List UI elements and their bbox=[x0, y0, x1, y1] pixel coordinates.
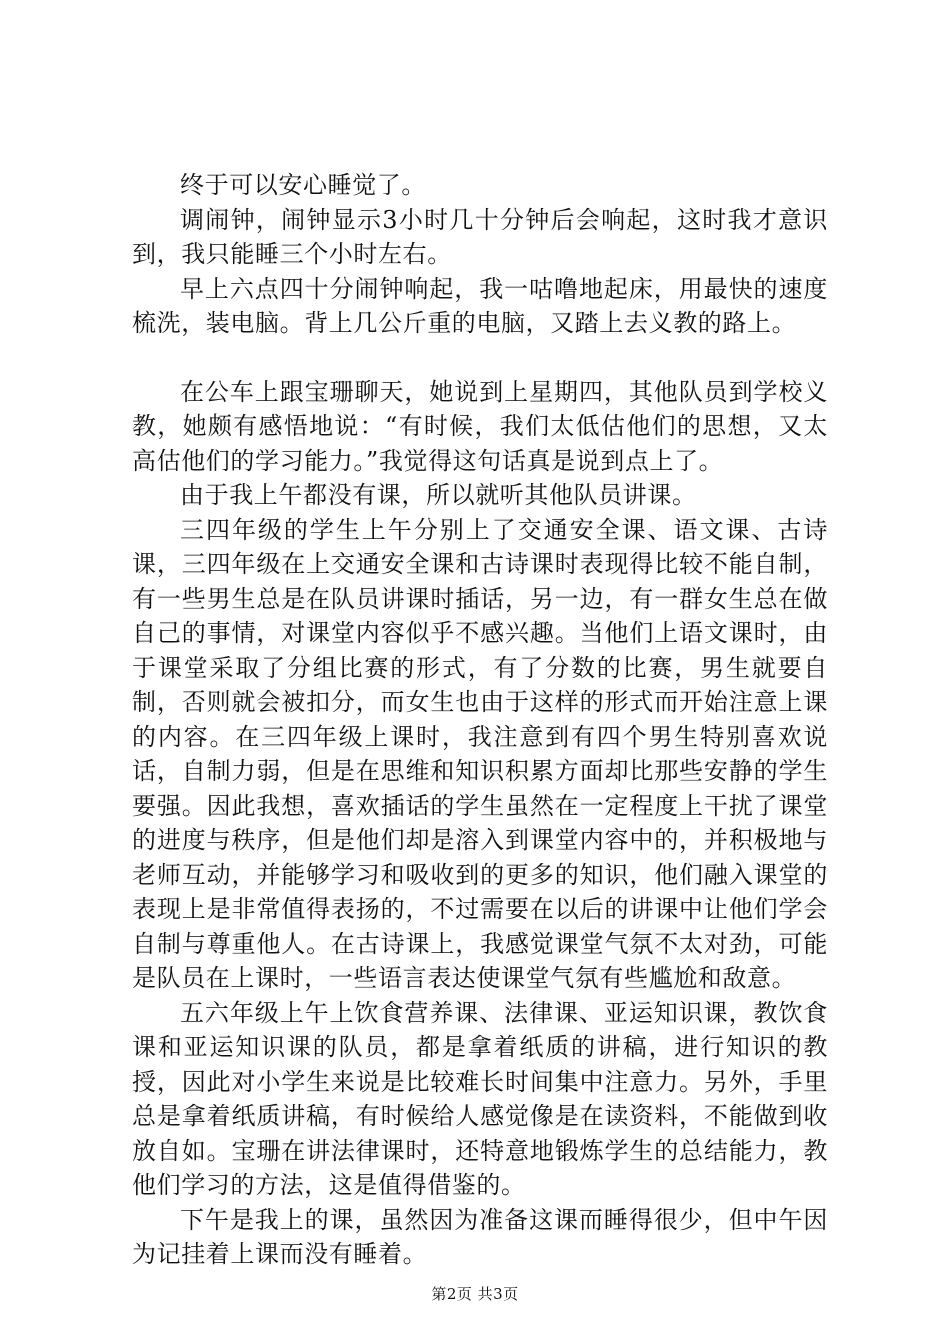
paragraph-8: 下午是我上的课，虽然因为准备这课而睡得很少，但中午因为记挂着上课而没有睡着。 bbox=[132, 1205, 828, 1268]
document-body bbox=[132, 168, 828, 1272]
paragraph-4: 在公车上跟宝珊聊天，她说到上星期四，其他队员到学校义教，她颇有感悟地说：“有时候，我们太低估他们的思想，又太高估他们的学习能力。”我觉得这句话真是说到点上了。 bbox=[132, 377, 828, 475]
page-footer: 第2页 共3页 bbox=[431, 1285, 519, 1303]
paragraph-7: 五六年级上午上饮食营养课、法律课、亚运知识课，教饮食课和亚运知识课的队员，都是拿着纸质的讲稿，进行知识的教授，因此对小学生来说是比较难长时间集中注意力。另外，手里总是拿着纸质讲稿，有时候给人感觉像是在读资料，不能做到收放自如。宝珊在讲法律课时，还特意地锻炼学生的总结能力，教他们学习的方法，这是值得借鉴的。 bbox=[132, 998, 828, 1199]
paragraph-5: 由于我上午都没有课，所以就听其他队员讲课。 bbox=[180, 481, 697, 509]
paragraph-2: 调闹钟，闹钟显示3小时几十分钟后会响起，这时我才意识到，我只能睡三个小时左右。 bbox=[132, 205, 828, 268]
paragraph-1: 终于可以安心睡觉了。 bbox=[180, 171, 426, 199]
paragraph-3: 早上六点四十分闹钟响起，我一咕噜地起床，用最快的速度梳洗，装电脑。背上几公斤重的电脑，又踏上去义教的路上。 bbox=[132, 274, 828, 337]
paragraph-6: 三四年级的学生上午分别上了交通安全课、语文课、古诗课，三四年级在上交通安全课和古诗课时表现得比较不能自制，有一些男生总是在队员讲课时插话，另一边，有一群女生总在做自己的事情，对课堂内容似乎不感兴趣。当他们上语文课时，由于课堂采取了分组比赛的形式，有了分数的比赛，男生就要自制，否则就会被扣分，而女生也由于这样的形式而开始注意上课的内容。在三四年级上课时，我注意到有四个男生特别喜欢说话，自制力弱，但是在思维和知识积累方面却比那些安静的学生要强。因此我想，喜欢插话的学生虽然在一定程度上干扰了课堂的进度与秩序，但是他们却是溶入到课堂内容中的，并积极地与老师互动，并能够学习和吸收到的更多的知识，他们融入课堂的表现上是非常值得表扬的，不过需要在以后的讲课中让他们学会自制与尊重他人。在古诗课上，我感觉课堂气氛不太对劲，可能是队员在上课时，一些语言表达使课堂气氛有些尴尬和敌意。 bbox=[132, 515, 828, 992]
